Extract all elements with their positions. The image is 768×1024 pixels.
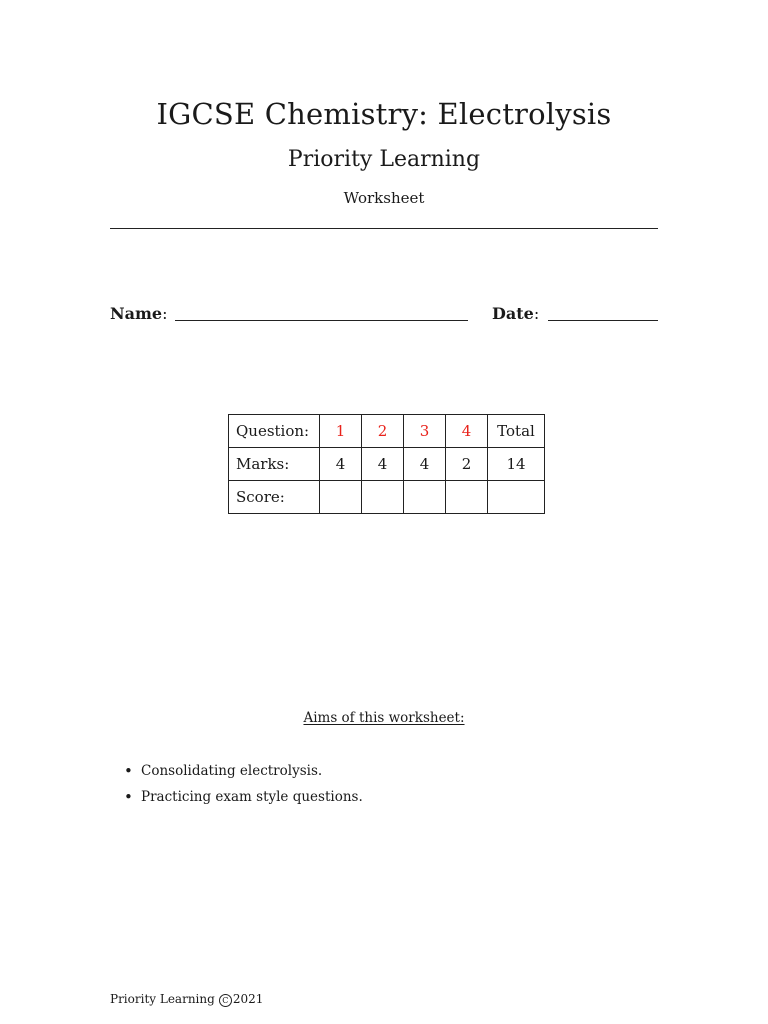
marks-table	[228, 414, 545, 514]
name-blank-line[interactable]	[175, 320, 468, 321]
question-row	[229, 415, 545, 448]
page-footer	[110, 991, 263, 1007]
bullet-icon: •	[124, 762, 133, 780]
bullet-icon: •	[124, 788, 133, 806]
total-column-header: Total	[488, 415, 545, 448]
question-number-2: 2	[362, 415, 404, 448]
question-row-label: Question:	[229, 415, 320, 448]
aim-text: Consolidating electrolysis.	[141, 763, 323, 779]
marks-value-4: 2	[446, 448, 488, 481]
score-cell-1[interactable]	[320, 481, 362, 514]
list-item	[124, 784, 363, 810]
score-total-cell[interactable]	[488, 481, 545, 514]
score-row	[229, 481, 545, 514]
date-blank-line[interactable]	[548, 320, 658, 321]
worksheet-subtitle: Priority Learning	[287, 147, 481, 172]
aims-list	[124, 758, 363, 810]
footer-year: 2021	[232, 992, 264, 1006]
document-type-label: Worksheet	[343, 189, 425, 207]
date-label-text: Date	[492, 304, 534, 323]
name-label-colon: :	[162, 304, 168, 323]
header-divider	[110, 228, 658, 229]
copyright-icon: C	[219, 994, 232, 1007]
aim-text: Practicing exam style questions.	[141, 789, 363, 805]
marks-total-value: 14	[488, 448, 545, 481]
score-row-label: Score:	[229, 481, 320, 514]
marks-row-label: Marks:	[229, 448, 320, 481]
question-number-1: 1	[320, 415, 362, 448]
name-label-text: Name	[110, 304, 163, 323]
list-item	[124, 758, 363, 784]
date-label-colon: :	[533, 304, 540, 323]
marks-value-1: 4	[320, 448, 362, 481]
footer-org: Priority Learning	[110, 992, 215, 1006]
marks-row	[229, 448, 545, 481]
aims-heading-text: Aims of this worksheet:	[303, 710, 465, 726]
question-number-4: 4	[446, 415, 488, 448]
name-field-label	[110, 303, 168, 325]
marks-value-2: 4	[362, 448, 404, 481]
score-cell-4[interactable]	[446, 481, 488, 514]
worksheet-title: IGCSE Chemistry: Electrolysis	[156, 97, 612, 131]
score-cell-2[interactable]	[362, 481, 404, 514]
aims-heading	[0, 708, 768, 728]
marks-value-3: 4	[404, 448, 446, 481]
score-cell-3[interactable]	[404, 481, 446, 514]
question-number-3: 3	[404, 415, 446, 448]
date-field-label	[492, 303, 539, 325]
